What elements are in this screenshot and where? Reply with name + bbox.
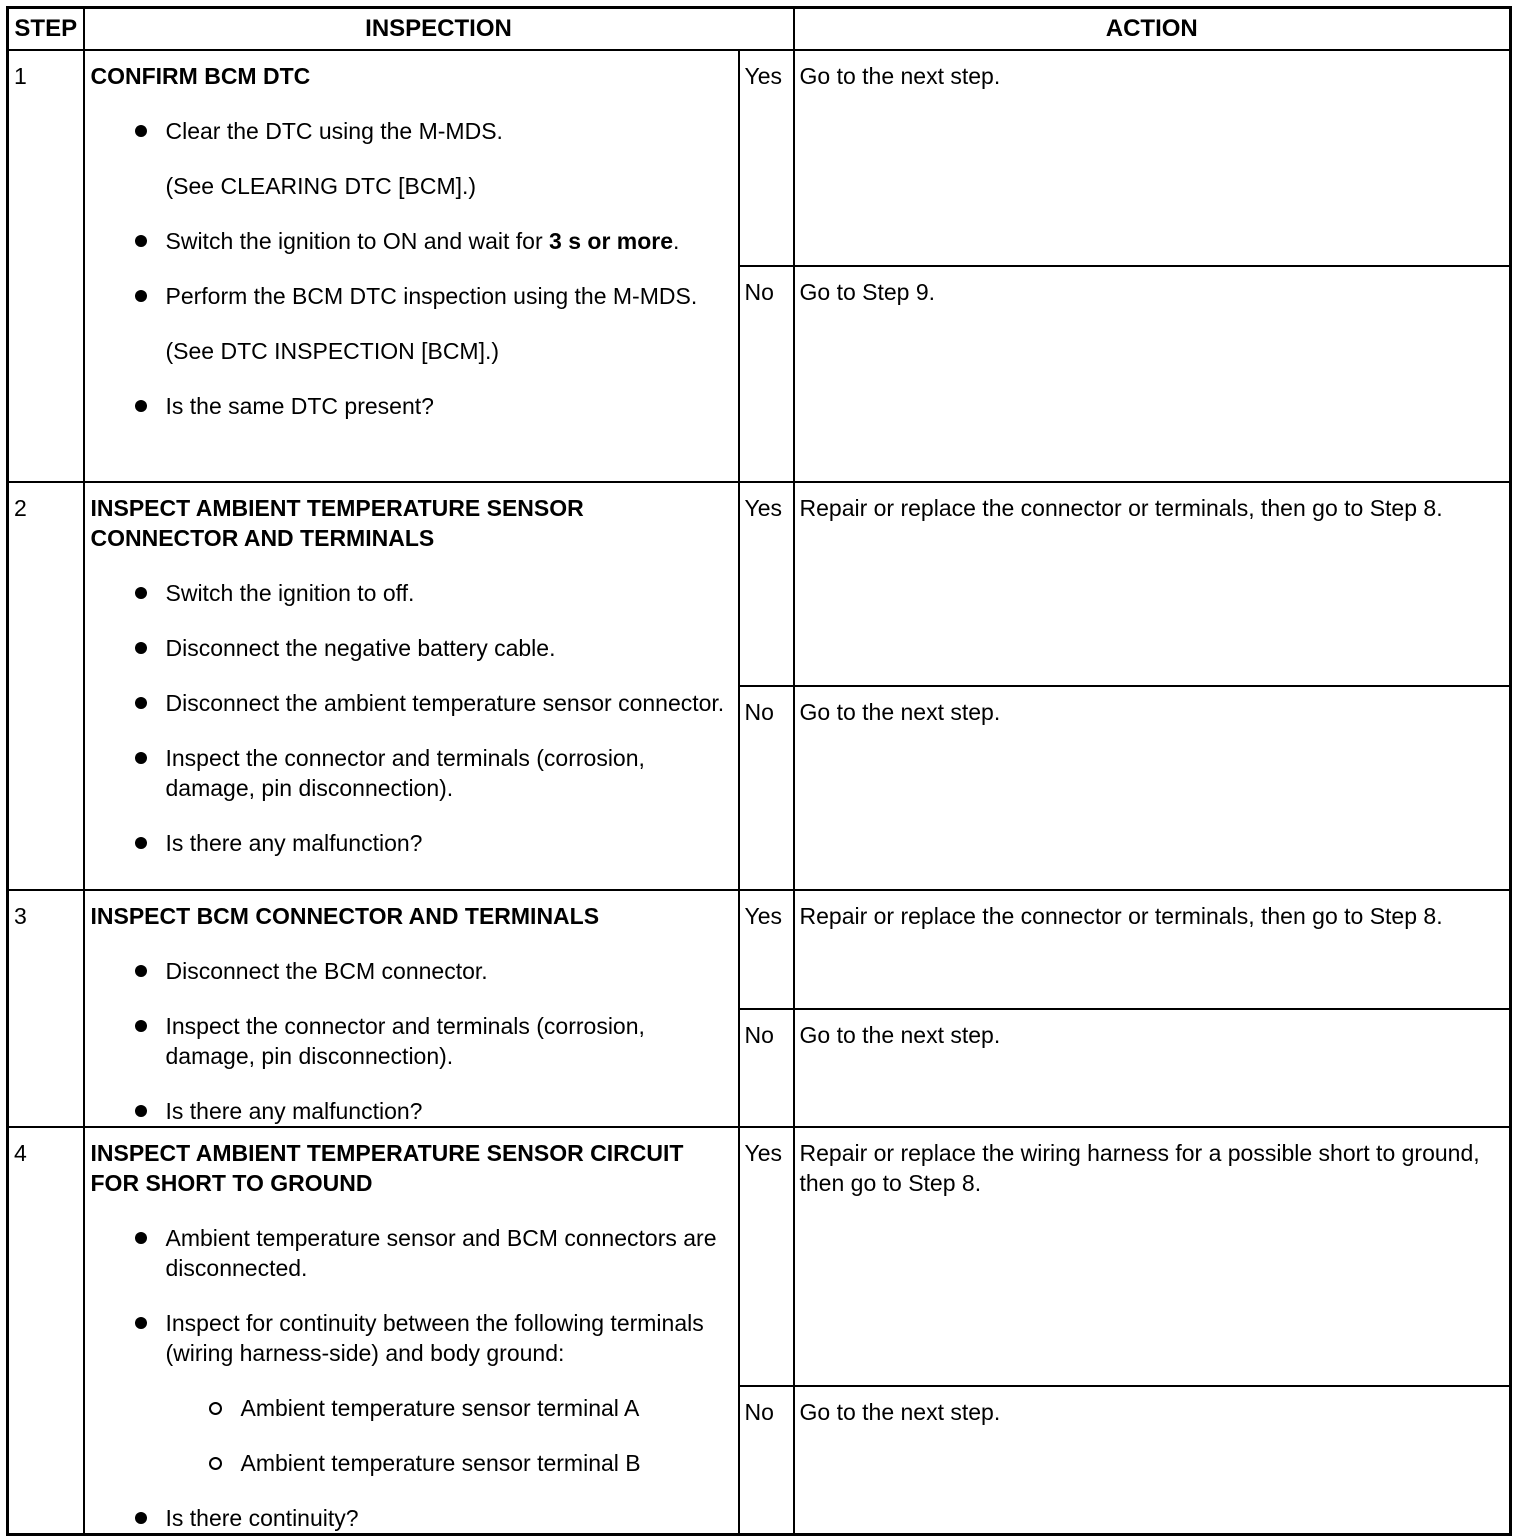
step-2-yes-row bbox=[8, 482, 1511, 686]
yes-action: Go to the next step. bbox=[794, 50, 1511, 266]
header-step: STEP bbox=[8, 8, 84, 51]
step-number: 1 bbox=[8, 50, 84, 482]
bullet-item: Switch the ignition to off. bbox=[91, 578, 732, 608]
step-number: 3 bbox=[8, 890, 84, 1127]
no-label: No bbox=[739, 686, 794, 890]
step-3-yes-row bbox=[8, 890, 1511, 1009]
bullet-item: Ambient temperature sensor and BCM connectors are disconnected. bbox=[91, 1223, 732, 1283]
step-4-inspection bbox=[84, 1127, 739, 1535]
bullet-item: Clear the DTC using the M-MDS. bbox=[91, 116, 732, 146]
bullet-item: Is there continuity? bbox=[91, 1503, 732, 1533]
bullet-item: Perform the BCM DTC inspection using the M-MDS. bbox=[91, 281, 732, 311]
header-inspection: INSPECTION bbox=[84, 8, 794, 51]
step-title: INSPECT AMBIENT TEMPERATURE SENSOR CIRCUIT FOR SHORT TO GROUND bbox=[90, 1140, 684, 1196]
no-label: No bbox=[739, 1386, 794, 1535]
bullet-item: Inspect the connector and terminals (corrosion, damage, pin disconnection). bbox=[91, 1011, 732, 1071]
yes-label: Yes bbox=[739, 890, 794, 1009]
step-1-yes-row bbox=[8, 50, 1511, 266]
yes-action: Repair or replace the connector or terminals, then go to Step 8. bbox=[794, 890, 1511, 1009]
step-title: INSPECT AMBIENT TEMPERATURE SENSOR CONNECTOR AND TERMINALS bbox=[90, 495, 584, 551]
step-2-inspection bbox=[84, 482, 739, 890]
header-row bbox=[8, 8, 1511, 51]
bullet-item: Disconnect the BCM connector. bbox=[91, 956, 732, 986]
yes-label: Yes bbox=[739, 482, 794, 686]
step-4-yes-row bbox=[8, 1127, 1511, 1386]
bullet-text-end: . bbox=[673, 228, 680, 254]
reference-note: (See CLEARING DTC [BCM].) bbox=[165, 173, 477, 199]
step-3-inspection bbox=[84, 890, 739, 1127]
bullet-item: Is there any malfunction? bbox=[91, 1096, 732, 1126]
bullet-text: Switch the ignition to ON and wait for bbox=[165, 228, 550, 254]
yes-label: Yes bbox=[739, 50, 794, 266]
bullet-item bbox=[91, 226, 732, 256]
bullet-item: Inspect the connector and terminals (corrosion, damage, pin disconnection). bbox=[91, 743, 732, 803]
sub-bullet-item: Ambient temperature sensor terminal A bbox=[91, 1393, 732, 1423]
step-number: 2 bbox=[8, 482, 84, 890]
no-label: No bbox=[739, 266, 794, 482]
bullet-item: Disconnect the negative battery cable. bbox=[91, 633, 732, 663]
bullet-item: Disconnect the ambient temperature sensor connector. bbox=[91, 688, 732, 718]
no-action: Go to the next step. bbox=[794, 1009, 1511, 1128]
bullet-item: Is the same DTC present? bbox=[91, 391, 732, 421]
reference-note: (See DTC INSPECTION [BCM].) bbox=[165, 338, 500, 364]
header-action: ACTION bbox=[794, 8, 1511, 51]
yes-action: Repair or replace the connector or terminals, then go to Step 8. bbox=[794, 482, 1511, 686]
step-number: 4 bbox=[8, 1127, 84, 1535]
step-1-inspection bbox=[84, 50, 739, 482]
step-title: CONFIRM BCM DTC bbox=[90, 63, 311, 89]
yes-label: Yes bbox=[739, 1127, 794, 1386]
bold-emphasis: 3 s or more bbox=[549, 228, 674, 254]
yes-action: Repair or replace the wiring harness for a possible short to ground, then go to Step 8. bbox=[794, 1127, 1511, 1386]
sub-bullet-item: Ambient temperature sensor terminal B bbox=[91, 1448, 732, 1478]
no-label: No bbox=[739, 1009, 794, 1128]
no-action: Go to the next step. bbox=[794, 686, 1511, 890]
step-title: INSPECT BCM CONNECTOR AND TERMINALS bbox=[90, 903, 600, 929]
diagnostic-table bbox=[6, 6, 1512, 1536]
no-action: Go to the next step. bbox=[794, 1386, 1511, 1535]
no-action: Go to Step 9. bbox=[794, 266, 1511, 482]
bullet-item: Inspect for continuity between the following terminals (wiring harness-side) and body ground: bbox=[91, 1308, 732, 1368]
bullet-item: Is there any malfunction? bbox=[91, 828, 732, 858]
